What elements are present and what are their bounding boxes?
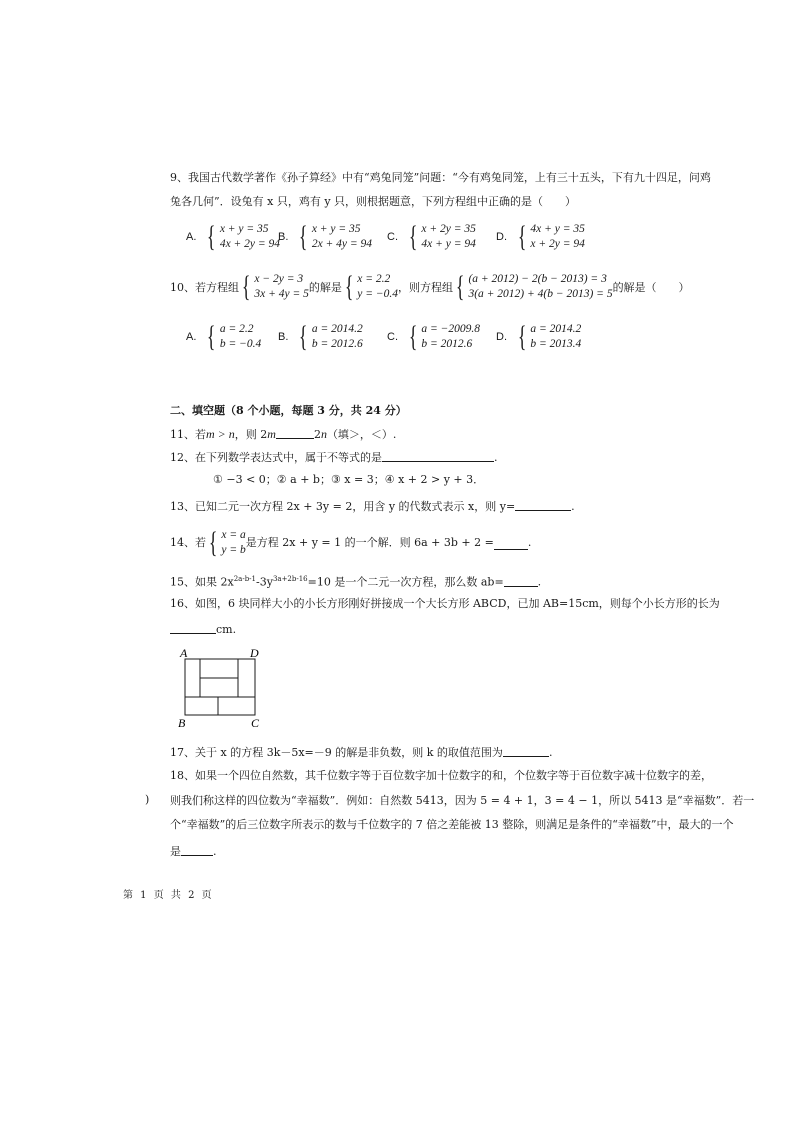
q17-text: 17、关于 x 的方程 3k－5x=－9 的解是非负数，则 k 的取值范围为 — [170, 746, 503, 759]
q15-text: -3y — [256, 575, 273, 589]
answer-blank[interactable] — [382, 449, 494, 462]
q13-end: . — [571, 500, 575, 513]
q11-math: m > n — [206, 427, 235, 441]
equation: x + y = 35 — [311, 223, 361, 235]
q10-suffix: 的解是（ ） — [612, 280, 690, 294]
equation: a = 2014.2 — [311, 323, 363, 335]
equation: 4x + y = 35 — [530, 223, 585, 235]
q15-text: =10 是一个二元一次方程，那么数 ab= — [307, 575, 504, 589]
answer-blank[interactable] — [503, 744, 549, 757]
brace-icon: { — [241, 270, 251, 303]
section-title: 二、填空题（8 个小题，每题 3 分，共 24 分） — [170, 404, 407, 417]
q17 — [170, 744, 552, 761]
page-footer: 第 1 页 共 2 页 — [123, 890, 214, 901]
brace-icon: { — [408, 220, 418, 253]
option-letter: A. — [186, 231, 197, 243]
q18-line2: 则我们称这样的四位数为“幸福数”．例如：自然数 5413，因为 5 = 4 + 1，3 = 4 − 1，所以 5413 是“幸福数”．若一 — [170, 794, 755, 807]
q18-end: . — [213, 845, 217, 858]
equation: y = b — [221, 544, 246, 556]
q10-mid1: 的解是 — [308, 280, 342, 294]
q10-option-a[interactable] — [186, 322, 261, 352]
q16-unit: cm. — [216, 623, 237, 636]
q9-option-d[interactable] — [496, 222, 585, 252]
equation: a = 2.2 — [219, 323, 254, 335]
equation: 4x + 2y = 94 — [219, 238, 281, 250]
q9-option-a[interactable] — [186, 222, 280, 252]
q9-line1: 9、我国古代数学著作《孙子算经》中有“鸡兔同笼”问题：“今有鸡兔同笼，上有三十五头，下有九十四足，问鸡 — [170, 171, 711, 184]
q11-text: ，则 2 — [234, 428, 268, 441]
q12-text: 12、在下列数学表达式中，属于不等式的是 — [170, 451, 382, 464]
equation: (a + 2012) − 2(b − 2013) = 3 — [468, 273, 607, 285]
q18-line3: 个“幸福数”的后三位数字所表示的数与千位数字的 7 倍之差能被 13 整除，则满足是条件的“幸福数”中，最大的一个 — [170, 818, 734, 831]
q12 — [170, 449, 498, 466]
equation: x + 2y = 35 — [421, 223, 476, 235]
q14-prefix: 14、若 — [170, 536, 206, 549]
brace-icon: { — [299, 320, 308, 353]
brace-icon: { — [455, 270, 465, 303]
answer-blank[interactable] — [504, 574, 538, 587]
answer-blank[interactable] — [276, 426, 314, 439]
equation: x + y = 35 — [219, 223, 269, 235]
answer-blank[interactable] — [515, 498, 571, 511]
equation: b = 2012.6 — [421, 338, 473, 350]
brace-icon: { — [517, 220, 527, 253]
answer-blank[interactable] — [170, 621, 216, 634]
q14-end: . — [527, 536, 532, 549]
option-letter: C. — [387, 331, 398, 343]
equation: x + 2y = 94 — [530, 238, 585, 250]
q12-end: . — [494, 451, 498, 464]
vertex-label-b: B — [178, 716, 186, 730]
equation: 3x + 4y = 5 — [254, 288, 309, 300]
equation: b = 2013.4 — [530, 338, 582, 350]
q11-math: n — [320, 427, 327, 441]
q13 — [170, 498, 575, 515]
q10-option-d[interactable] — [496, 322, 581, 352]
rectangle-figure — [170, 645, 270, 735]
vertex-label-d: D — [250, 646, 259, 660]
q10-option-b[interactable] — [278, 322, 363, 352]
q11-math: m — [267, 427, 276, 441]
q10-stem — [170, 272, 690, 302]
margin-mark: ) — [145, 793, 150, 806]
q16-line2 — [170, 621, 236, 638]
q18-line1: 18、如果一个四位自然数，其千位数字等于百位数字加十位数字的和，个位数字等于百位数字减十位数字的差， — [170, 769, 712, 782]
q13-text: 13、已知二元一次方程 2x + 3y = 2，用含 y 的代数式表示 x，则 y= — [170, 500, 516, 513]
brace-icon: { — [208, 526, 218, 559]
q11 — [170, 426, 396, 443]
q12-items: ① −3 < 0；② a + b；③ x = 3；④ x + 2 > y + 3． — [213, 473, 485, 486]
option-letter: B. — [278, 231, 289, 243]
q9-line2: 兔各几何”．设兔有 x 只，鸡有 y 只，则根据题意，下列方程组中正确的是（ ） — [170, 195, 577, 208]
equation: 3(a + 2012) + 4(b − 2013) = 5 — [468, 288, 613, 300]
equation: 4x + y = 94 — [421, 238, 476, 250]
q16-line1: 16、如图，6 块同样大小的小长方形刚好拼接成一个大长方形 ABCD，已加 AB=15cm，则每个小长方形的长为 — [170, 597, 720, 610]
option-letter: D. — [496, 231, 507, 243]
vertex-label-c: C — [251, 716, 260, 730]
option-letter: A. — [186, 331, 197, 343]
q15-end: . — [537, 575, 542, 589]
brace-icon: { — [344, 270, 354, 303]
brace-icon: { — [207, 320, 216, 353]
q9-option-b[interactable] — [278, 222, 372, 252]
answer-blank[interactable] — [181, 843, 213, 856]
answer-blank[interactable] — [494, 537, 528, 550]
equation: b = 2012.6 — [311, 338, 363, 350]
equation: x = a — [221, 529, 246, 541]
equation: b = −0.4 — [219, 338, 262, 350]
brace-icon: { — [207, 220, 216, 253]
equation: x − 2y = 3 — [254, 273, 304, 285]
vertex-label-a: A — [180, 646, 188, 660]
q15-exponent: 2a-b-1 — [233, 575, 256, 583]
q14-text: 是方程 2x + y = 1 的一个解．则 6a + 3b + 2 = — [245, 536, 494, 549]
q18-line4 — [170, 843, 217, 860]
q18-text: 是 — [170, 845, 181, 858]
option-letter: B. — [278, 331, 289, 343]
brace-icon: { — [299, 220, 308, 253]
q11-text: 2 — [313, 428, 321, 441]
q11-text: （填＞，＜）. — [326, 428, 397, 441]
equation: a = −2009.8 — [421, 323, 481, 335]
outer-rectangle — [185, 659, 255, 715]
equation: y = −0.4 — [357, 288, 399, 300]
q10-mid2: ，则方程组 — [398, 280, 454, 294]
brace-icon: { — [517, 320, 527, 353]
q15-exponent: 3a+2b-16 — [272, 575, 308, 583]
q9-option-c[interactable] — [387, 222, 476, 252]
equation: a = 2014.2 — [530, 323, 582, 335]
q10-prefix: 10、若方程组 — [170, 280, 239, 294]
q15-text: 15、如果 2x — [170, 575, 234, 589]
option-letter: D. — [496, 331, 507, 343]
brace-icon: { — [408, 320, 418, 353]
q15 — [170, 571, 541, 591]
q10-option-c[interactable] — [387, 322, 480, 352]
equation: x = 2.2 — [357, 273, 391, 285]
q14 — [170, 528, 531, 558]
equation: 2x + 4y = 94 — [311, 238, 373, 250]
option-letter: C. — [387, 231, 398, 243]
q17-end: . — [548, 746, 553, 759]
q11-text: 11、若 — [170, 428, 206, 441]
